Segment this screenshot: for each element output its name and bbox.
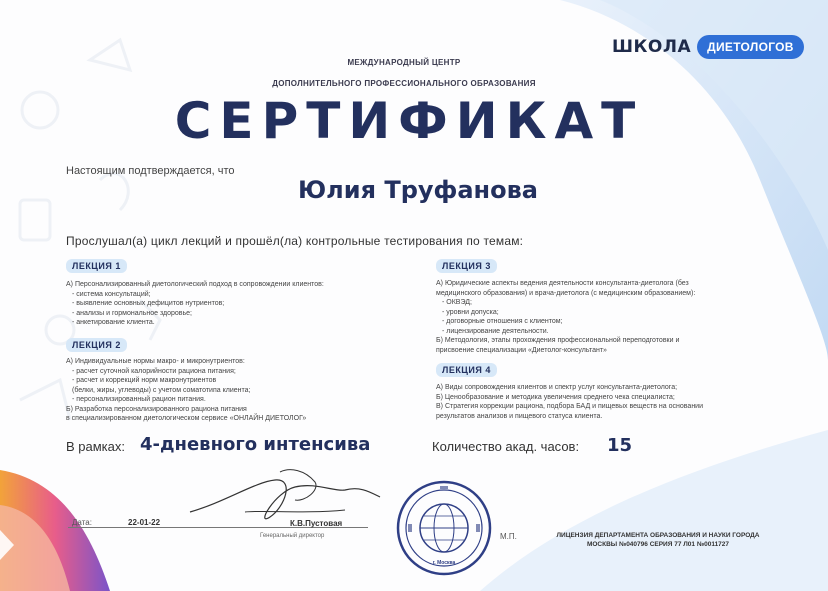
lecture-line: В) Стратегия коррекции рациона, подбора БАД и пищевых веществ на основании — [436, 403, 704, 410]
lecture-line: А) Персонализированный диетологический подход в сопровождении клиентов: — [66, 281, 324, 288]
lecture-line: результатов анализов и пищевого статуса клиента. — [436, 412, 603, 420]
lecture-4-text — [436, 383, 703, 421]
lecture-2-text — [66, 357, 306, 424]
lecture-line: - расчет суточной калорийности рациона питания; — [72, 367, 236, 375]
course-intro: Прослушал(а) цикл лекций и прошёл(ла) контрольные тестирования по темам: — [66, 234, 524, 248]
lecture-line: - лицензирование деятельности. — [442, 327, 549, 335]
lecture-line: - анализы и гормональное здоровье; — [72, 309, 192, 317]
signer-role: Генеральный директор — [260, 533, 325, 539]
seal-city: г. Москва — [432, 560, 456, 566]
lecture-line: - ОКВЭД; — [442, 299, 472, 306]
lecture-line: - система консультаций; — [72, 290, 151, 298]
frame-value: 4-дневного интенсива — [140, 434, 371, 455]
lecture-1-badge: ЛЕКЦИЯ 1 — [66, 259, 127, 273]
lecture-line: А) Юридические аспекты ведения деятельности консультанта-диетолога (без — [436, 280, 689, 287]
lecture-4-badge: ЛЕКЦИЯ 4 — [436, 363, 497, 377]
org-line-1: МЕЖДУНАРОДНЫЙ ЦЕНТР — [347, 58, 461, 67]
org-line-2: ДОПОЛНИТЕЛЬНОГО ПРОФЕССИОНАЛЬНОГО ОБРАЗОВАНИЯ — [272, 79, 536, 88]
lecture-line: - уровни допуска; — [442, 308, 499, 316]
lecture-line: присвоение специализации «Диетолог-консультант» — [436, 346, 607, 354]
lecture-line: - договорные отношения с клиентом; — [442, 318, 563, 325]
lecture-line: А) Виды сопровождения клиентов и спектр услуг консультанта-диетолога; — [436, 384, 678, 391]
lecture-line: Б) Методология, этапы прохождения профессиональной переподготовки и — [436, 337, 680, 344]
school-logo — [612, 35, 804, 59]
date-label: Дата: — [72, 518, 92, 527]
lecture-2-badge: ЛЕКЦИЯ 2 — [66, 338, 127, 352]
lecture-line: - персонализированный рацион питания. — [72, 396, 206, 403]
lecture-line: медицинского образования) и врача-диетолога (с медицинским образованием): — [436, 289, 696, 297]
license-text — [538, 531, 778, 549]
mp-label: М.П. — [500, 532, 517, 541]
recipient-name: Юлия Труфанова — [298, 176, 538, 204]
lecture-3-badge: ЛЕКЦИЯ 3 — [436, 259, 497, 273]
hours-label: Количество акад. часов: — [432, 439, 580, 454]
frame-label: В рамках: — [66, 439, 125, 454]
license-line-1: ЛИЦЕНЗИЯ ДЕПАРТАМЕНТА ОБРАЗОВАНИЯ И НАУКИ ГОРОДА — [556, 532, 760, 539]
lecture-line: (белки, жиры, углеводы) с учетом соматотипа клиента; — [72, 386, 251, 394]
signature-icon — [185, 462, 385, 532]
lecture-line: Б) Разработка персонализированного рациона питания — [66, 405, 247, 413]
certificate-title: СЕРТИФИКАТ — [174, 92, 644, 150]
lecture-1-text — [66, 280, 324, 328]
lecture-line: - расчет и коррекций норм макронутриентов — [72, 377, 217, 384]
hours-value: 15 — [607, 435, 633, 456]
logo-pill: ДИЕТОЛОГОВ — [697, 35, 804, 59]
date-value: 22-01-22 — [128, 518, 161, 527]
seal-stamp-icon — [396, 480, 492, 576]
signer-name: К.В.Пустовая — [290, 519, 343, 528]
logo-school-text: ШКОЛА — [612, 37, 692, 57]
license-line-2: МОСКВЫ №040796 СЕРИЯ 77 Л01 №0011727 — [586, 541, 730, 548]
lecture-line: - анкетирование клиента. — [72, 319, 155, 326]
lecture-line: А) Индивидуальные нормы макро- и микронутриентов: — [66, 358, 245, 365]
lecture-line: Б) Ценообразование и методика увеличения среднего чека специалиста; — [436, 393, 675, 401]
lecture-line: - выявление основных дефицитов нутриентов; — [72, 300, 225, 307]
confirm-text: Настоящим подтверждается, что — [66, 165, 235, 177]
lecture-3-text — [436, 279, 695, 355]
lecture-line: в специализированном диетологическом сервисе «ОНЛАЙН ДИЕТОЛОГ» — [66, 415, 307, 422]
